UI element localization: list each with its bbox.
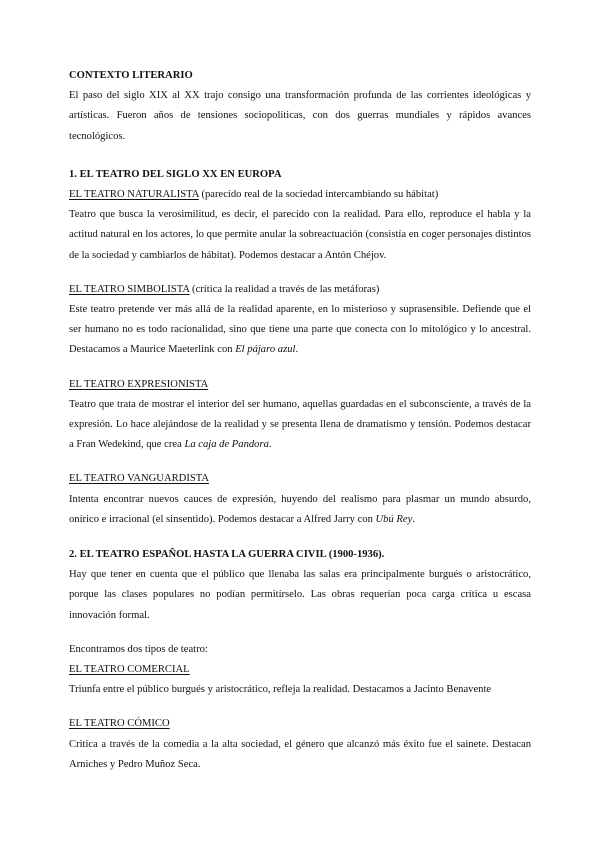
simbolista-end: . <box>295 344 299 356</box>
simbolista-text: Este teatro pretende ver más allá de la realidad aparente, en lo misterioso y suprasensible. Defiende que el ser humano no es todo racionalidad, sino que tiene una parte que conecta con lo mitológico y lo ancestral. Destacamos a Maurice Maeterlink con <box>69 304 531 356</box>
naturalista-title-line <box>69 185 531 205</box>
naturalista-title: EL TEATRO NATURALISTA <box>69 189 199 201</box>
comercial-title-line <box>69 660 531 680</box>
simbolista-title: EL TEATRO SIMBOLISTA <box>69 283 190 295</box>
expresionista-work: La caja de Pandora <box>184 439 269 451</box>
section2-paragraph: Hay que tener en cuenta que el público que llenaba las salas era principalmente burgués o aristocrático, porque las clases populares no podían permitírselo. Las obras requerían poca carga crítica u escasa innovación formal. <box>69 569 531 621</box>
vanguardista-work: Ubú Rey <box>375 513 413 525</box>
expresionista-title-line <box>69 375 531 395</box>
comercial-paragraph: Triunfa entre el público burgués y aristocrático, refleja la realidad. Destacamos a Jacinto Benavente <box>69 684 492 696</box>
comercial-title: EL TEATRO COMERCIAL <box>69 664 190 676</box>
comico-title-line <box>69 714 531 734</box>
vanguardista-end: . <box>412 513 415 525</box>
comico-title: EL TEATRO CÓMICO <box>69 718 170 730</box>
simbolista-title-line <box>69 280 531 300</box>
vanguardista-paragraph <box>69 490 531 530</box>
vanguardista-title-line <box>69 469 531 489</box>
naturalista-subtitle: (parecido real de la sociedad intercambiando su hábitat) <box>198 189 439 201</box>
simbolista-subtitle: (crítica la realidad a través de las metáforas) <box>189 283 380 295</box>
comico-paragraph: Critica a través de la comedia a la alta sociedad, el género que alcanzó más éxito fue el sainete. Destacan Arniches y Pedro Muñoz Seca. <box>69 738 531 770</box>
expresionista-text: Teatro que trata de mostrar el interior del ser humano, aquellas guardadas en el subconsciente, a través de la expresión. Lo hace alejándose de la realidad y se presenta llena de dramatismo y tensión. Podemos destacar a Fran Wedekind, que crea <box>69 398 531 451</box>
expresionista-paragraph <box>69 395 531 456</box>
expresionista-end: . <box>268 439 272 451</box>
section2-heading: 2. EL TEATRO ESPAÑOL HASTA LA GUERRA CIVIL (1900-1936). <box>69 549 385 561</box>
types-intro: Encontramos dos tipos de teatro: <box>69 643 208 655</box>
intro-heading: CONTEXTO LITERARIO <box>69 70 193 81</box>
simbolista-work: El pájaro azul <box>235 344 296 356</box>
expresionista-title: EL TEATRO EXPRESIONISTA <box>69 378 209 390</box>
vanguardista-title: EL TEATRO VANGUARDISTA <box>69 473 210 485</box>
simbolista-paragraph <box>69 300 531 361</box>
intro-paragraph: El paso del siglo XIX al XX trajo consigo una transformación profunda de las corrientes ideológicas y artísticas. Fueron años de tensiones sociopolíticas, con dos guerras mundiales y rápidos avances tecnológicos. <box>69 90 531 142</box>
naturalista-paragraph: Teatro que busca la verosimilitud, es decir, el parecido con la realidad. Para ello, reproduce el habla y la actitud natural en los actores, lo que permite anular la sobreactuación (consistía en coger personajes distintos de la sociedad y cambiarlos de hábitat). Podemos destacar a Antón Chéjov. <box>69 209 531 261</box>
vanguardista-text: Intenta encontrar nuevos cauces de expresión, huyendo del realismo para plasmar un mundo absurdo, onírico e irracional (el sinsentido). Podemos destacar a Alfred Jarry con <box>69 493 531 525</box>
section1-heading: 1. EL TEATRO DEL SIGLO XX EN EUROPA <box>69 168 282 180</box>
